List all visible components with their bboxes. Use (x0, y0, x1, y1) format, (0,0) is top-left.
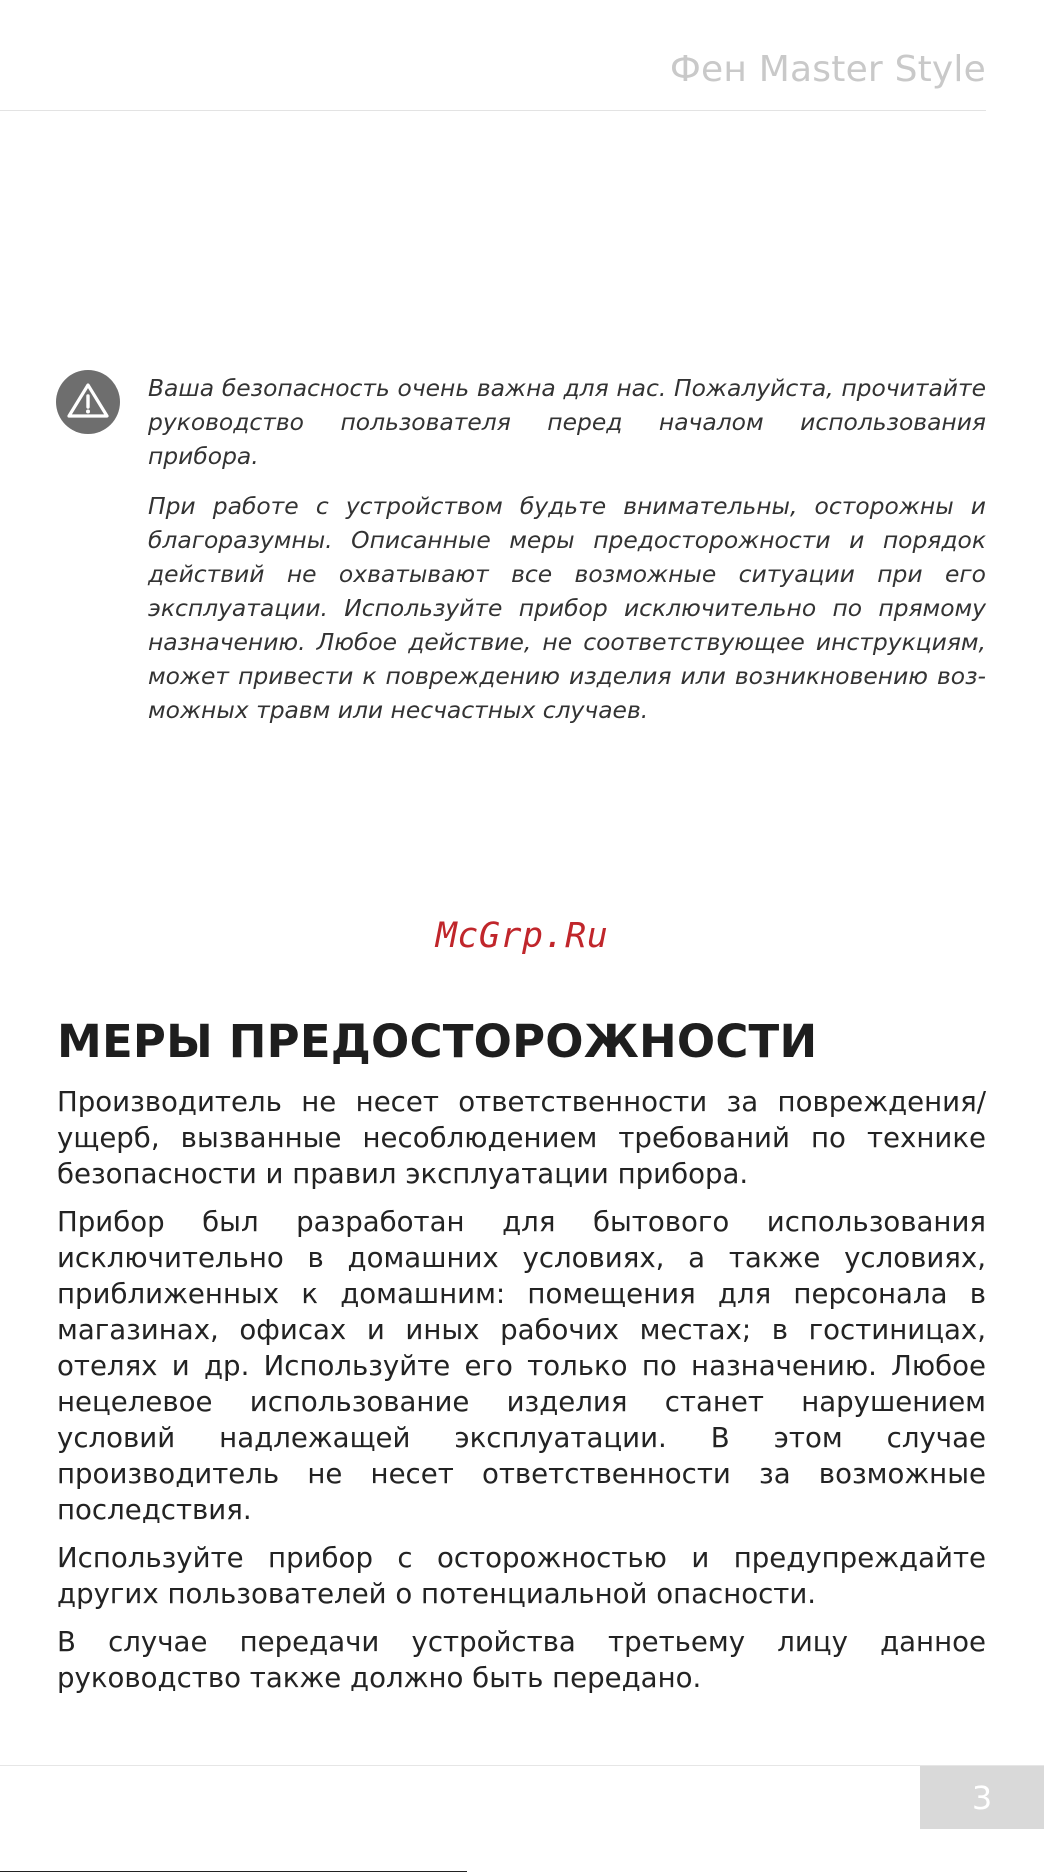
body-paragraph: В случае передачи устройства третьему лицу данное руководство также должно быть передано. (57, 1625, 986, 1694)
body-paragraph: Производитель не несет ответственности за повреждения/ущерб, вызванные несоблюдением требований по технике безопасности и правил эксплуатации прибора. (57, 1085, 986, 1190)
section-heading: МЕРЫ ПРЕДОСТОРОЖНОСТИ (57, 1015, 818, 1068)
footer-divider (0, 1765, 1044, 1766)
safety-notice-paragraph: Ваша безопасность очень важна для нас. Пожалуйста, прочитайте руководство пользователя перед началом использования прибора. (148, 374, 986, 470)
body-paragraph: Используйте прибор с осторожностью и предупреждайте других пользователей о потенциальной опасности. (57, 1541, 986, 1610)
page-number: 3 (920, 1766, 1044, 1829)
header-divider (0, 110, 986, 111)
safety-notice-paragraph: При работе с устройством будьте внимательны, осторожны и благоразумны. Описанные меры предосторожности и порядок действий не охватывают все возможные ситуации при его эксплуатации. Используйте прибор исключительно по прямому назначению. Любое действие, не соответствующее инструкциям, может привести к повреждению изделия или возникновению возможных травм или несчастных случаев. (148, 492, 986, 724)
watermark-link[interactable]: McGrp.Ru (435, 916, 609, 956)
body-paragraph: Прибор был разработан для бытового использования исключительно в домашних условиях, а также условиях, приближенных к домашним: помещения для персонала в магазинах, офисах и иных рабочих местах; в гостиницах, отелях и др. Используйте его только по назначению. Любое нецелевое использование изделия станет нарушением условий надлежащей эксплуатации. В этом случае производитель не несет ответственности за возможные последствия. (57, 1205, 986, 1526)
warning-triangle-icon (56, 370, 120, 434)
section-body (57, 1084, 986, 1708)
document-title: Фен Master Style (669, 49, 986, 90)
safety-notice (148, 371, 986, 743)
